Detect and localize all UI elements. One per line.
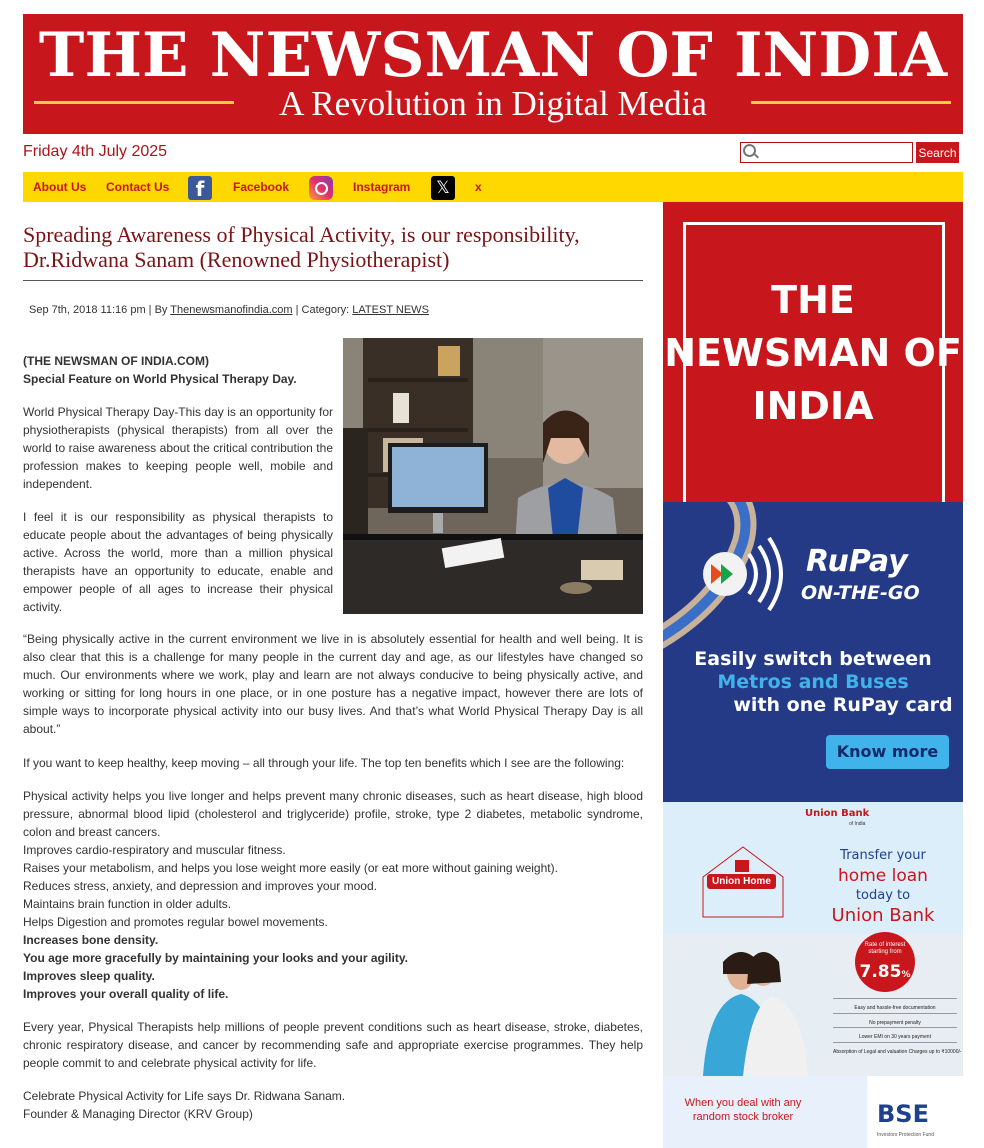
ub-line-2: home loan bbox=[838, 866, 928, 886]
article-meta bbox=[29, 304, 429, 316]
rupay-line-2: Metros and Buses bbox=[717, 671, 909, 693]
site-title: THE NEWSMAN OF INDIA bbox=[38, 20, 948, 91]
search-button[interactable]: Search bbox=[916, 142, 959, 163]
site-banner[interactable] bbox=[23, 14, 963, 134]
search-form bbox=[740, 142, 957, 163]
list-item: Reduces stress, anxiety, and depression and improves your mood. bbox=[23, 879, 377, 893]
article-title: Spreading Awareness of Physical Activity, is our responsibility, Dr.Ridwana Sanam (Renowned Physiotherapist) bbox=[23, 222, 580, 272]
list-item: You age more gracefully by maintaining your looks and your agility. bbox=[23, 951, 408, 965]
nav-about-us[interactable]: About Us bbox=[33, 180, 87, 194]
newsman-logo-ad[interactable] bbox=[663, 202, 963, 502]
title-divider bbox=[23, 280, 643, 281]
ub-of: of India bbox=[849, 821, 866, 827]
rupay-copy bbox=[663, 648, 963, 717]
ub-feature: No prepayment penalty bbox=[869, 1019, 921, 1026]
ub-feature: Absorption of Legal and valuation Charges up to ₹10000/- bbox=[833, 1048, 962, 1055]
paragraph-4: If you want to keep healthy, keep moving – all through your life. The top ten benefits which I see are the following: bbox=[23, 756, 625, 770]
facebook-icon[interactable]: f bbox=[188, 176, 212, 200]
list-item: Improves your overall quality of life. bbox=[23, 987, 229, 1001]
rupay-line-3: with one RuPay card bbox=[733, 694, 953, 716]
ub-line-4: Union Bank bbox=[831, 905, 935, 926]
nav-x[interactable]: x bbox=[475, 180, 482, 194]
x-icon[interactable]: 𝕏 bbox=[431, 176, 455, 200]
ub-home-badge: Union Home bbox=[707, 874, 776, 889]
search-input[interactable] bbox=[740, 142, 913, 163]
list-item: Improves cardio-respiratory and muscular fitness. bbox=[23, 843, 286, 857]
article-category-link[interactable]: LATEST NEWS bbox=[352, 304, 429, 316]
list-item: Maintains brain function in older adults. bbox=[23, 897, 232, 911]
feature-text: Special Feature on World Physical Therapy Day. bbox=[23, 372, 297, 386]
ub-feature: Lower EMI on 30 years payment bbox=[859, 1034, 931, 1040]
ub-copy bbox=[808, 846, 958, 926]
rupay-brand: RuPay bbox=[806, 544, 908, 579]
list-item: Increases bone density. bbox=[23, 933, 159, 947]
ub-rate-value: 7.85 bbox=[859, 962, 902, 982]
bse-brand: BSE bbox=[877, 1100, 929, 1128]
paragraph-1: World Physical Therapy Day-This day is an opportunity for physiotherapists (physical therapists) from all over the world to raise awareness about the critical contribution the profession makes to keeping people well, mobile and independent. bbox=[23, 405, 333, 491]
ub-line-1: Transfer your bbox=[840, 848, 926, 863]
list-item: Physical activity helps you live longer and helps prevent many chronic diseases, such as heart disease, high blood pressure, abnormal blood lipid (cholesterol and triglyceride) profile, stroke, type 2 diabetes, metabolic syndrome, colon and breast cancers. bbox=[23, 789, 643, 839]
logo-text: THE NEWSMAN OF INDIA bbox=[664, 278, 962, 428]
ub-rate bbox=[859, 962, 911, 982]
search-icon bbox=[743, 144, 756, 157]
nav-facebook[interactable]: Facebook bbox=[233, 180, 290, 194]
nav-contact-us[interactable]: Contact Us bbox=[106, 180, 170, 194]
list-item: Improves sleep quality. bbox=[23, 969, 155, 983]
nav-instagram[interactable]: Instagram bbox=[353, 180, 411, 194]
category-label: | Category: bbox=[292, 304, 353, 316]
signature-line-1: Celebrate Physical Activity for Life says Dr. Ridwana Sanam. bbox=[23, 1089, 346, 1103]
ub-line-3: today to bbox=[855, 888, 911, 903]
paragraph-3: “Being physically active in the current environment we live in is absolutely essential for health and well being. It is also clear that this is a challenge for many people in the current day and age, as our lifestyles have changed so much. Our environments where we work, play and learn are not always conducive to being physically active, and working or sitting for long hours in one place, or in one posture has a negative impact, however there are lots of simple ways to incorporate physical activity into our busy lives. And that’s what World Physical Therapy Day is all about.” bbox=[23, 632, 643, 736]
rupay-line-1: Easily switch between bbox=[694, 648, 932, 670]
ub-rate-pct: % bbox=[901, 970, 911, 980]
ub-brand: Union Bank bbox=[805, 808, 870, 819]
article-photo bbox=[343, 338, 643, 614]
article-date: Sep 7th, 2018 11:16 pm | By bbox=[29, 304, 171, 316]
site-tagline: A Revolution in Digital Media bbox=[279, 84, 707, 123]
source-text: (THE NEWSMAN OF INDIA.COM) bbox=[23, 354, 209, 368]
article-source bbox=[23, 352, 333, 388]
list-item: Raises your metabolism, and helps you lose weight more easily (or eat more without gaining weight). bbox=[23, 861, 558, 875]
ub-rate-label: Rate of interest starting from bbox=[864, 942, 906, 955]
article-author-link[interactable]: Thenewsmanofindia.com bbox=[170, 304, 293, 316]
list-item: Helps Digestion and promotes regular bowel movements. bbox=[23, 915, 328, 929]
paragraph-5: Every year, Physical Therapists help millions of people prevent conditions such as heart disease, stroke, diabetes, chronic respiratory disease, and cancer by recommending safe and appropriate exercise programmes. They help people commit to and celebrate physical activity for life. bbox=[23, 1020, 643, 1070]
signature bbox=[23, 1087, 643, 1123]
bse-text: When you deal with any random stock broker bbox=[684, 1097, 802, 1123]
ub-features bbox=[833, 1001, 962, 1059]
know-more-button[interactable]: Know more bbox=[826, 735, 949, 769]
signature-line-2: Founder & Managing Director (KRV Group) bbox=[23, 1107, 253, 1121]
benefits-list bbox=[23, 787, 643, 1003]
current-date: Friday 4th July 2025 bbox=[23, 143, 168, 160]
main-nav bbox=[23, 172, 963, 202]
rupay-sub: ON-THE-GO bbox=[801, 582, 920, 604]
bse-ad[interactable] bbox=[663, 1076, 963, 1148]
rupay-ad[interactable] bbox=[663, 502, 963, 802]
ub-feature: Easy and hassle-free documentation bbox=[854, 1005, 936, 1011]
union-bank-ad[interactable] bbox=[663, 802, 963, 1076]
bse-sub: Investors Protection Fund bbox=[877, 1132, 934, 1138]
instagram-icon[interactable] bbox=[309, 176, 333, 200]
paragraph-2: I feel it is our responsibility as physical therapists to educate people about the advantages of being physically active. Across the world, more than a million physical therapists have an opportunity to educate, enable and empower people of all ages to increase their physical activity. bbox=[23, 510, 333, 614]
